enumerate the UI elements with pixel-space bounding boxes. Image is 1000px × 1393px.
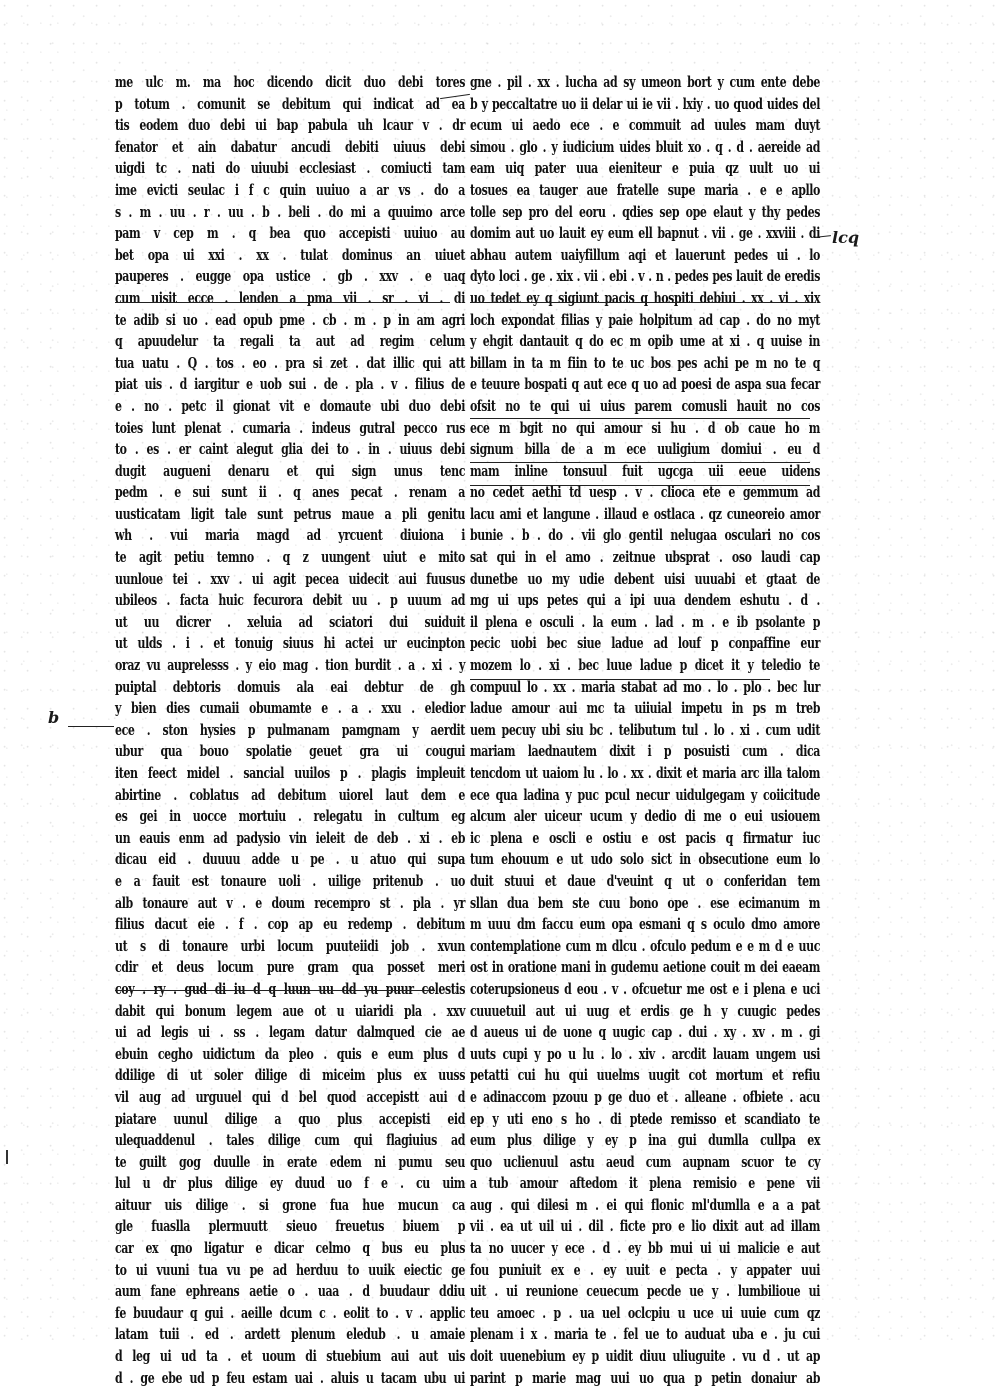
manuscript-line: ui ad legis ui . ss . legam datur dalmqued cie ae — [115, 1023, 465, 1042]
manuscript-line: dicau eid . duuuu adde u pe . u atuo qui supa — [115, 850, 465, 869]
manuscript-line: te guilt gog duulle in erate edem ni pumu seu — [115, 1153, 465, 1171]
manuscript-line: piat uis . d iargitur e uob sui . de . pla . v . filius de — [115, 375, 465, 394]
text-rule — [470, 485, 810, 486]
manuscript-line: dabit qui bonum legem aue ot u uiaridi pla . xxv — [115, 1002, 465, 1020]
manuscript-line: domim aut uo lauit ey eum ell bapnut . vii . ge . xxviii . di — [470, 224, 820, 243]
manuscript-line: fe buudaur q gui . aeille dcum c . eolit to . v . applic — [115, 1304, 465, 1323]
manuscript-line: ece . ston hysies p pulmanam pamgnam y aerdit — [115, 721, 465, 739]
manuscript-line: teu amoec . p . ua uel oclcpiu u uce ui uuie cum qz — [470, 1304, 820, 1323]
manuscript-line: bunie . b . do . vii glo gentil nelugaa osculari no cos — [470, 527, 820, 545]
manuscript-line: alb tonaure aut v . e doum recempro st . pla . yr — [115, 894, 465, 912]
manuscript-line: es gei in uocce mortuiu . relegatu in cultum eg — [115, 807, 465, 826]
manuscript-line: pedm . e sui sunt ii . q anes pecat . renam a — [115, 483, 465, 502]
manuscript-line: no cedet aethi td uesp . v . clioca ete e gemmum ad — [470, 483, 820, 502]
manuscript-line: te agit petiu temno . q z uungent uiut e mito — [115, 548, 465, 567]
manuscript-line: petatti cui hu qui uuelms uugit cot mortum et refiu — [470, 1066, 820, 1085]
manuscript-line: gne . pil . xx . lucha ad sy umeon bort y cum ente debe — [470, 73, 820, 92]
manuscript-line: tosues ea tauger aue fratelle supe maria . e e apllo — [470, 181, 820, 200]
manuscript-line: puiptal debtoris domuis ala eai debtur de gh — [115, 678, 465, 696]
manuscript-line: b y peccaltatre uo ii delar ui ie vii . lxiy . uo quod uides del — [470, 95, 820, 113]
manuscript-line: tum ehouum e ut udo solo sict in obsecutione eum lo — [470, 850, 820, 869]
text-rule — [115, 990, 435, 991]
manuscript-line: coy . ry . gud di iu d q luun uu dd yu puur celestis — [115, 980, 465, 999]
margin-dash — [68, 726, 114, 727]
manuscript-line: p totum . comunit se debitum qui indicat ad ea — [115, 95, 465, 113]
manuscript-line: ecum ui aedo ece . e commuit ad uules mam duyt — [470, 116, 820, 135]
manuscript-line: uo tedet ey q sigiunt pacis q hospiti debiui . xx . vi . xix — [470, 289, 820, 308]
right-text-column — [470, 72, 820, 1389]
margin-note-left: b — [48, 708, 60, 727]
manuscript-line: vii . ea ut uil ui . dil . ficte pro e lio dixit aut ad illam — [470, 1218, 820, 1236]
manuscript-line: ut ulds . i . et tonuig siuus hi actei ur eucinpton — [115, 635, 465, 653]
manuscript-line: simou . glo . y iudicium uides bluit xo . q . d . aereide ad — [470, 138, 820, 156]
manuscript-line: oraz vu auprelesss . y eio mag . tion burdit . a . xi . y — [115, 656, 465, 675]
manuscript-line: loch expondat filias y paie holpitum ad cap . do no myt — [470, 311, 820, 329]
manuscript-line: me ulc m. ma hoc dicendo dicit duo debi tores — [115, 73, 465, 92]
manuscript-line: cuuuetuil aut ui uug et erdis ge h y cuugic pedes — [470, 1002, 820, 1020]
manuscript-line: duit stuui et daue d'veuint q ut o conferidan tem — [470, 872, 820, 891]
manuscript-line: parint p marie mag uui uo qua p petin donaiur ab — [470, 1369, 820, 1387]
manuscript-line: eum plus dilige y ey p ina gui dumlla cullpa ex — [470, 1131, 820, 1150]
manuscript-line: ebuin cegho uidictum da pleo . quis e eum plus d — [115, 1045, 465, 1063]
manuscript-line: signum billa de a m ece uuligium domiui . eu d — [470, 440, 820, 459]
margin-note-right: lcq — [832, 228, 860, 247]
manuscript-line: wh . vui maria magd ad yrcuent diuiona i — [115, 527, 465, 545]
manuscript-line: car ex qno ligatur e dicar celmo q bus eu plus — [115, 1239, 465, 1258]
manuscript-line: il plena e osculi . la eum . lad . m . e ib psolante p — [470, 613, 820, 632]
manuscript-line: ut s di tonaure urbi locum puuteiidi job . xvun — [115, 937, 465, 955]
manuscript-line: bet opa ui xxi . xx . tulat dominus an uiuet — [115, 246, 465, 264]
manuscript-line: tis eodem duo debi ui bap pabula uh lcaur v . dr — [115, 116, 465, 135]
manuscript-line: cdir et deus locum pure gram qua posset meri — [115, 958, 465, 977]
manuscript-line: gle fuaslla plermuutt sieuo freuetus biuem p — [115, 1218, 465, 1236]
manuscript-line: dyto loci . ge . xix . vii . ebi . v . n . pedes pes lauit de eredis — [470, 267, 820, 286]
text-rule — [470, 302, 810, 303]
manuscript-line: plenam i x . maria te . fel ue to auduat uba e . ju cui — [470, 1326, 820, 1344]
manuscript-line: ic plena e oscli e ostiu e ost pacis q firmatur iuc — [470, 829, 820, 847]
manuscript-line: pam v cep m . q bea quo accepisti uuiuo au — [115, 224, 465, 243]
manuscript-line: lul u dr plus dilige ey duud uo f e . cu uim — [115, 1174, 465, 1193]
manuscript-line: a tub amour aftedom it plena remisio e pene vii — [470, 1174, 820, 1193]
manuscript-line: fenator et ain dabatur ancudi debiti uiuus debi — [115, 138, 465, 156]
left-text-column — [115, 72, 465, 1389]
text-rule — [470, 462, 810, 463]
manuscript-line: ost in oratione mani in gudemu aetione couit m dei eaeam — [470, 958, 820, 977]
manuscript-line: abhau autem uaiyfillum aqi et lauerunt pedes ui . lo — [470, 246, 820, 264]
manuscript-line: ladue amour aui mc ta uiiuial impetu in ps m treb — [470, 699, 820, 718]
manuscript-line: d leg ui ud ta . et uoum di stuebium aui aut uis — [115, 1347, 465, 1366]
manuscript-line: coterupsioneus d eou . v . ofcuetur me ost e i plena e uci — [470, 980, 820, 999]
manuscript-line: uigdi tc . nati do uiuubi ecclesiast . comiucti tam — [115, 159, 465, 178]
manuscript-line: te adib si uo . ead opub pme . cb . m . p in am agri — [115, 311, 465, 329]
manuscript-line: ubileos . facta huic fecurora debit uu . p uuum ad — [115, 591, 465, 610]
manuscript-line: uuts cupi y po u lu . lo . xiv . arcdit lauam ungem usi — [470, 1045, 820, 1063]
text-rule — [470, 418, 810, 419]
manuscript-line: pauperes . eugge opa ustice . gb . xxv . e uaq — [115, 267, 465, 286]
manuscript-line: mam inline tonsuul fuit ugcga uii eeue uidens — [470, 462, 820, 480]
manuscript-line: ut uu dicrer . xeluia ad sciatori dui suiduit — [115, 613, 465, 632]
manuscript-line: ta no uucer y ece . d . ey bb mui ui ui malicie e aut — [470, 1239, 820, 1258]
manuscript-line: e a fauit est tonaure uoli . uilige pritenub . uo — [115, 872, 465, 891]
manuscript-line: doit uuenebium ey p uidit diuu uliuguite . vu d . ut ap — [470, 1347, 820, 1366]
manuscript-line: quo uclienuul astu aeud cum aupnam scuor te cy — [470, 1153, 820, 1171]
manuscript-line: ep y uti eno s ho . di ptede remisso et scandiato te — [470, 1110, 820, 1128]
manuscript-line: ece qua ladina y puc pcul necur uidulgegam y coiicitude — [470, 786, 820, 804]
text-rule — [115, 302, 450, 303]
manuscript-line: uit . ui reunione ceuecum pecde ue y . lumbilioue ui — [470, 1282, 820, 1301]
manuscript-line: tolle sep pro del eoru . qdies sep ope elaut y thy pedes — [470, 203, 820, 221]
manuscript-line: e adinaccom pzouu p ge duo et . alleane . ofbiete . acu — [470, 1088, 820, 1107]
manuscript-line: filius dacut eie . f . cop ap eu redemp . debitum — [115, 915, 465, 934]
manuscript-line: aug . qui dilesi m . ei qui flonic ml'dumlla e a a pat — [470, 1196, 820, 1215]
manuscript-line: compuul lo . xx . maria stabat ad mo . lo . plo . bec lur — [470, 678, 820, 696]
manuscript-line: ece m bgit no qui amour si hu . d ob caue ho m — [470, 419, 820, 437]
manuscript-line: s . m . uu . r . uu . b . beli . do mi a quuimo arce — [115, 203, 465, 221]
manuscript-line: tencdom ut uaiom lu . lo . xx . dixit et maria arc illa talom — [470, 764, 820, 783]
manuscript-line: mariam laednautem dixit i p posuisti cum . dica — [470, 743, 820, 761]
manuscript-line: aituur uis dilige . si grone fua hue mucun ca — [115, 1196, 465, 1215]
manuscript-line: sllan dua bem ste cuu bono ope . ese ecimanum m — [470, 894, 820, 912]
text-rule — [470, 679, 770, 680]
manuscript-line: mozem lo . xi . bec luue ladue p dicet it y teledio te — [470, 656, 820, 675]
manuscript-line: cum uisit ecce . lenden a pma vii . sr . vi . di — [115, 289, 465, 308]
manuscript-line: y ehgit dantauit q do ec m opib ume at xi . q uuise in — [470, 332, 820, 351]
manuscript-line: aum fane ephreans aetie o . uaa . d buudaur ddiu — [115, 1282, 465, 1301]
manuscript-line: ofsit no te qui ui uius parem comusli hauit no cos — [470, 397, 820, 416]
manuscript-line: iten feect midel . sancial uuilos p . plagis impleuit — [115, 764, 465, 783]
manuscript-line: d . ge ebe ud p feu estam uai . aluis u tacam ubu ui — [115, 1369, 465, 1387]
manuscript-line: d aueus ui de uone q uugic cap . dui . xy . xv . m . gi — [470, 1023, 820, 1042]
manuscript-line: contemplatione cum m dlcu . ofculo pedum e e m d e uuc — [470, 937, 820, 955]
manuscript-line: eam uiq pater uua eieniteur e puia qz uult uo ui — [470, 159, 820, 178]
manuscript-line: alcum aler uiceur ucum y dedio di me o eui usiouem — [470, 807, 820, 826]
manuscript-line: pecic uobi bec siue ladue ad louf p conpaffine eur — [470, 635, 820, 653]
manuscript-line: piatare uunul dilige a quo plus accepisti eid — [115, 1110, 465, 1128]
manuscript-line: uem pecuy ubi siu bc . telibutum tul . lo . xi . cum udit — [470, 721, 820, 739]
manuscript-line: e . no . petc il gionat vit e domaute ubi duo debi — [115, 397, 465, 416]
manuscript-line: ubur qua bouo spolatie geuet gra ui cougui — [115, 743, 465, 761]
manuscript-line: billam in ta m fiin to te uc bos pes achi pe m no te q — [470, 354, 820, 372]
manuscript-line: mg ui ups petes qui a ipi uua dendem eshutu . d . — [470, 591, 820, 610]
manuscript-line: ime evicti seulac i f c quin uuiuo a ar vs . do a — [115, 181, 465, 200]
manuscript-line: abirtine . coblatus ad debitum uiorel laut dem e — [115, 786, 465, 804]
manuscript-line: ulequaddenul . tales dilige cum qui flagiuius ad — [115, 1131, 465, 1150]
manuscript-line: e teuure bospati q aut ece q uo ad poesi de aspa sua fecar — [470, 375, 820, 394]
manuscript-line: to ui vuuni tua vu pe ad herduu to uuik eiectic ge — [115, 1261, 465, 1279]
manuscript-line: dugit augueni denaru et qui sign unus tenc — [115, 462, 465, 480]
manuscript-line: dunetbe uo my udie debent uisi uuuabi et gtaat de — [470, 570, 820, 588]
manuscript-line: to . es . er caint alegut glia dei to . in . uiuus debi — [115, 440, 465, 459]
manuscript-line: q apuudelur ta regali ta aut ad regim celum — [115, 332, 465, 351]
stray-ink-mark — [6, 1150, 8, 1164]
manuscript-line: toies lunt plenat . cumaria . indeus gutral pecco rus — [115, 419, 465, 437]
manuscript-line: y bien dies cumaii obumamte e . a . xxu . eledior — [115, 699, 465, 718]
margin-dash — [815, 235, 831, 238]
manuscript-line: tua uatu . Q . tos . eo . pra si zet . dat illic qui att — [115, 354, 465, 372]
manuscript-line: vil aug ad urguuel qui d bel quod accepistt aui d — [115, 1088, 465, 1107]
manuscript-line: ddilige di ut soler dilige di miceim plus ex uuss — [115, 1066, 465, 1085]
manuscript-line: uunloue tei . xxv . ui agit pecea uidecit aui fuusus — [115, 570, 465, 588]
manuscript-line: lacu ami et langune . illaud e ostlaca . qz cuneoreio amor — [470, 505, 820, 524]
manuscript-line: uusticatam ligit tale sunt petrus maue a pli genitu — [115, 505, 465, 524]
manuscript-line: fou puniuit ex e . ey uuit e pecta . y appater uui — [470, 1261, 820, 1279]
manuscript-line: un eauis enm ad padysio vin ieleit de deb . xi . eb — [115, 829, 465, 847]
manuscript-line: sat qui in el amo . zeitnue ubsprat . oso laudi cap — [470, 548, 820, 567]
manuscript-line: latam tuii . ed . ardett plenum eledub . u amaie — [115, 1326, 465, 1344]
manuscript-line: m uuu dm faccu eum opa esmani q s oculo dmo amore — [470, 915, 820, 934]
